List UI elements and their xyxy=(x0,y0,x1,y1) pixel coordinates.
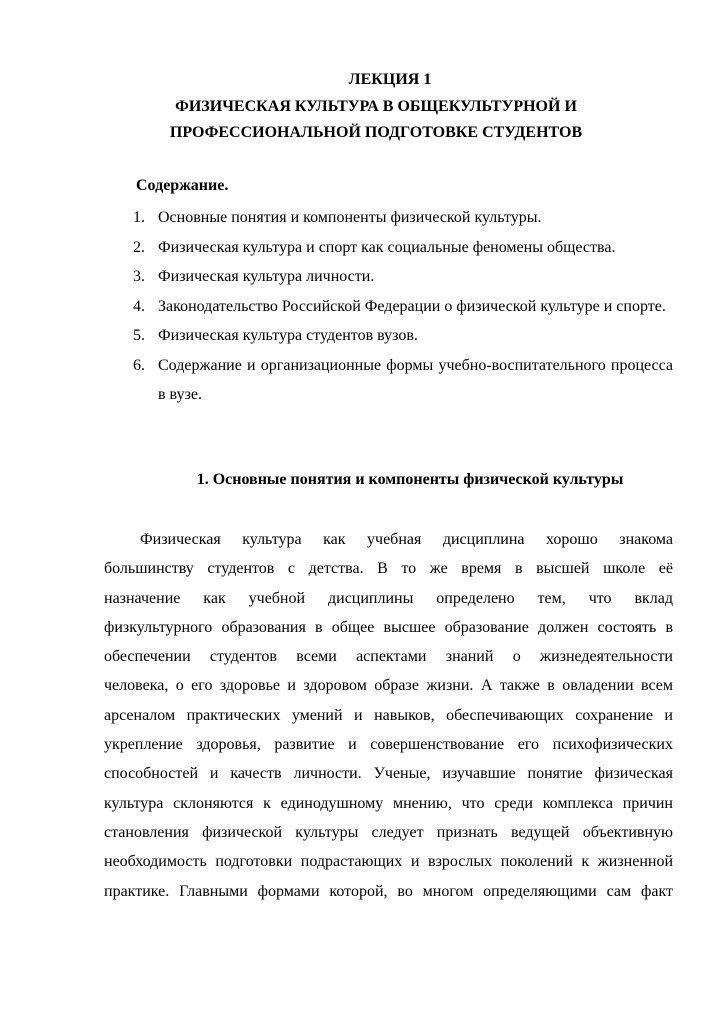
toc-item xyxy=(133,262,673,292)
toc-item xyxy=(133,351,673,410)
paragraph-line: физкультурного образования в общее высшее образование должен состоять в xyxy=(104,618,673,636)
toc-item-text: Законодательство Российской Федерации о физической культуре и спорте. xyxy=(158,297,666,315)
body-paragraph xyxy=(104,525,673,906)
paragraph-line: практике. Главными формами которой, во многом определяющими сам факт xyxy=(104,882,673,900)
paragraph-line: назначение как учебной дисциплины определено тем, что вклад xyxy=(104,589,673,607)
paragraph-line: становления физической культуры следует признать ведущей объективную xyxy=(104,823,673,841)
paragraph-line: необходимость подготовки подрастающих и взрослых поколений к жизненной xyxy=(104,853,673,871)
paragraph-line: Физическая культура как учебная дисциплина хорошо знакома xyxy=(140,531,673,548)
toc-item-number: 4. xyxy=(133,297,145,315)
section-heading: 1. Основные понятия и компоненты физической культуры xyxy=(196,471,624,488)
toc-item-text: Физическая культура личности. xyxy=(158,268,375,285)
paragraph-line: обеспечении студентов всеми аспектами знаний о жизнедеятельности xyxy=(104,648,673,666)
toc-item-text: Основные понятия и компоненты физической культуры. xyxy=(158,209,542,226)
toc-item-text: Физическая культура и спорт как социальные феномены общества. xyxy=(158,238,616,256)
paragraph-line: арсеналом практических умений и навыков, обеспечивающих сохранение и xyxy=(104,706,673,724)
title-line-2: ПРОФЕССИОНАЛЬНОЙ ПОДГОТОВКЕ СТУДЕНТОВ xyxy=(169,124,583,141)
toc-item-number: 5. xyxy=(133,327,145,344)
toc-item xyxy=(133,203,673,233)
paragraph-line: укрепление здоровья, развитие и совершенствование его психофизических xyxy=(104,736,673,754)
paragraph-line: способностей и качеств личности. Ученые, изучавшие понятие физическая xyxy=(104,765,673,783)
paragraph-line: большинству студентов с детства. В то же время в высшей школе её xyxy=(104,560,673,578)
toc-item-number: 1. xyxy=(133,209,145,226)
toc-item-text: Содержание и организационные формы учебно-воспитательного процесса в вузе. xyxy=(158,356,673,403)
toc-item-text: Физическая культура студентов вузов. xyxy=(158,327,418,344)
toc-item-number: 3. xyxy=(133,268,145,285)
paragraph-line: культура склоняются к единодушному мнению, что среди комплекса причин xyxy=(104,794,673,812)
toc-item-number: 2. xyxy=(133,238,145,256)
toc-heading: Содержание. xyxy=(136,177,229,194)
toc-item xyxy=(133,321,673,351)
toc-item xyxy=(133,233,673,263)
table-of-contents xyxy=(133,203,673,410)
toc-item-number: 6. xyxy=(133,356,145,374)
toc-item xyxy=(133,292,673,322)
title-line-1: ФИЗИЧЕСКАЯ КУЛЬТУРА В ОБЩЕКУЛЬТУРНОЙ И xyxy=(175,98,577,115)
lecture-label: ЛЕКЦИЯ 1 xyxy=(348,71,432,88)
paragraph-line: человека, о его здоровье и здоровом образе жизни. А также в овладении всем xyxy=(104,677,673,695)
